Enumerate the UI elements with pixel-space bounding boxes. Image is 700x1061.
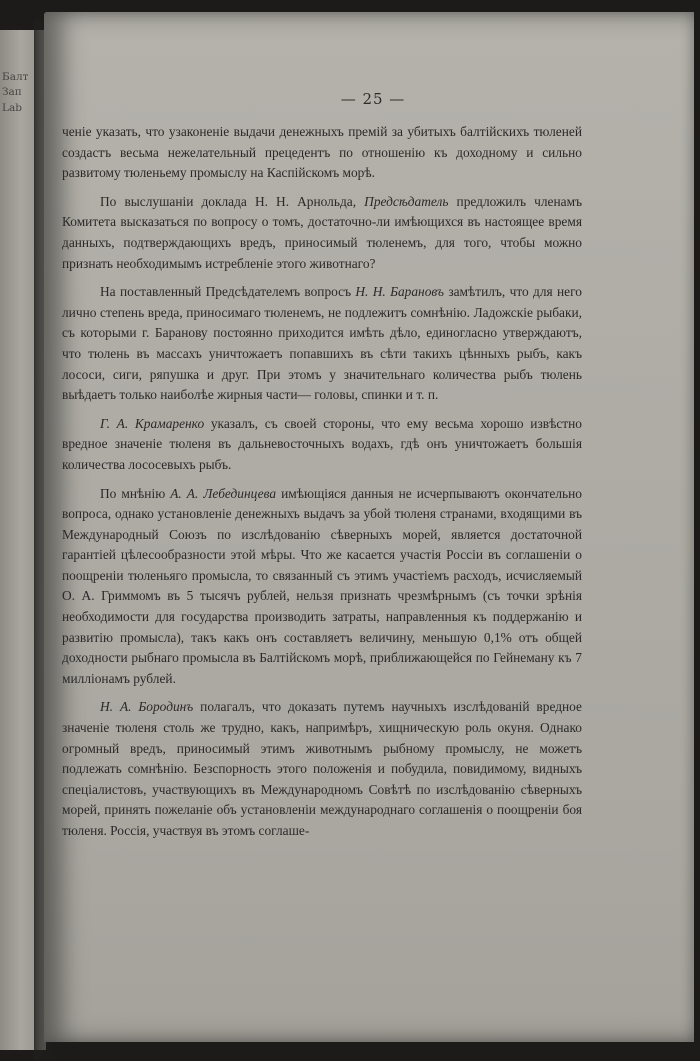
italic-name: Г. А. Крамаренко bbox=[100, 415, 205, 431]
paragraph bbox=[62, 192, 582, 274]
paragraph bbox=[62, 122, 582, 184]
page-body-text bbox=[62, 122, 582, 850]
text-run: По выслушаніи доклада Н. Н. Арнольда, bbox=[100, 193, 365, 209]
left-page-fragment: Lab bbox=[2, 101, 22, 114]
text-run: имѣющіяся данныя не исчерпываютъ окончательно вопроса, однако установленіе денежныхъ выдачъ за убой тюленя странами, входящими въ Международный Союзъ по изслѣдованію сѣверныхъ морей, является достаточной гарантіей цѣлесообразности этой мѣры. Что же касается участія Россіи въ соглашеніи о поощреніи тюленьяго промысла, то связанный съ этимъ участіемъ расходъ, исчисляемый О. А. Гриммомъ въ 5 тысячъ рублей, нельзя признать чрезмѣрнымъ (съ точки зрѣнія необходимости для государства производить затраты, направленныя къ поддержанію и развитію промысла), такъ какъ онъ составляетъ величину, меньшую 0,1% отъ общей доходности рыбнаго промысла въ Балтійскомъ морѣ, приближающейся по Гейнеману къ 7 милліонамъ рублей. bbox=[62, 485, 582, 686]
left-page-fragment: Зап bbox=[2, 86, 22, 99]
text-run: замѣтилъ, что для него лично степень вреда, приносимаго тюленемъ, не подлежитъ сомнѣнію. Ладожскіе рыбаки, съ которыми г. Баранову постоянно приходится имѣть дѣло, единогласно утверждаютъ, что тюлень въ массахъ уничтожаетъ попавшихъ въ сѣти такихъ цѣнныхъ рыбъ, какъ лососи, сиги, ряпушка и друг. При этомъ у значительнаго количества рыбъ тюлень выѣдаетъ только наиболѣе жирныя части— головы, спинки и т. п. bbox=[62, 284, 582, 403]
left-page-fragment: Балт bbox=[2, 71, 29, 83]
paragraph bbox=[62, 282, 582, 406]
paragraph bbox=[62, 484, 582, 690]
text-run: полагалъ, что доказать путемъ научныхъ изслѣдованій вредное значеніе тюленя столь же трудно, какъ, напримѣръ, хищническую роль окуня. Однако огромный вредъ, приносимый этимъ животнымъ рыбному промыслу, не можетъ подлежать сомнѣнію. Безспорность этого положенія и побудила, повидимому, видныхъ спеціалистовъ, участвующихъ въ Международномъ Совѣтѣ по изслѣдованію сѣверныхъ морей, принять пожеланіе объ установленіи международнаго соглашенія о поощреніи боя тюленя. Россія, участвуя въ этомъ соглаше- bbox=[62, 699, 582, 838]
book-page bbox=[44, 12, 694, 1042]
text-run: На поставленный Предсѣдателемъ вопросъ bbox=[100, 284, 356, 300]
paragraph bbox=[62, 697, 582, 841]
text-run: указалъ, съ своей стороны, что ему весьма хорошо извѣстно вредное значеніе тюленя въ дальневосточныхъ водахъ, гдѣ онъ уничтожаетъ большія количества лососевыхъ рыбъ. bbox=[62, 415, 582, 472]
text-run: ченіе указать, что узаконеніе выдачи денежныхъ премій за убитыхъ балтійскихъ тюленей создастъ весьма нежелательный прецедентъ по отношенію къ доходному и сильно развитому тюленьему промыслу на Каспійскомъ морѣ. bbox=[62, 124, 582, 181]
italic-name: Н. Н. Барановъ bbox=[355, 284, 444, 300]
page-header bbox=[44, 90, 694, 109]
italic-name: Н. А. Бородинъ bbox=[100, 699, 194, 715]
italic-name: А. А. Лебединцева bbox=[170, 485, 277, 501]
italic-name: Предсѣдатель bbox=[364, 193, 449, 209]
text-run: предложилъ членамъ Комитета высказаться по вопросу о томъ, достаточно-ли имѣющихся въ настоящее время данныхъ, подтверждающихъ вредъ, приносимый тюленемъ, для того, чтобы можно признать необходимымъ истребленіе этого животнаго? bbox=[62, 193, 582, 271]
text-run: По мнѣнію bbox=[100, 485, 171, 501]
page-number: — 25 — bbox=[340, 90, 406, 108]
paragraph bbox=[62, 414, 582, 476]
